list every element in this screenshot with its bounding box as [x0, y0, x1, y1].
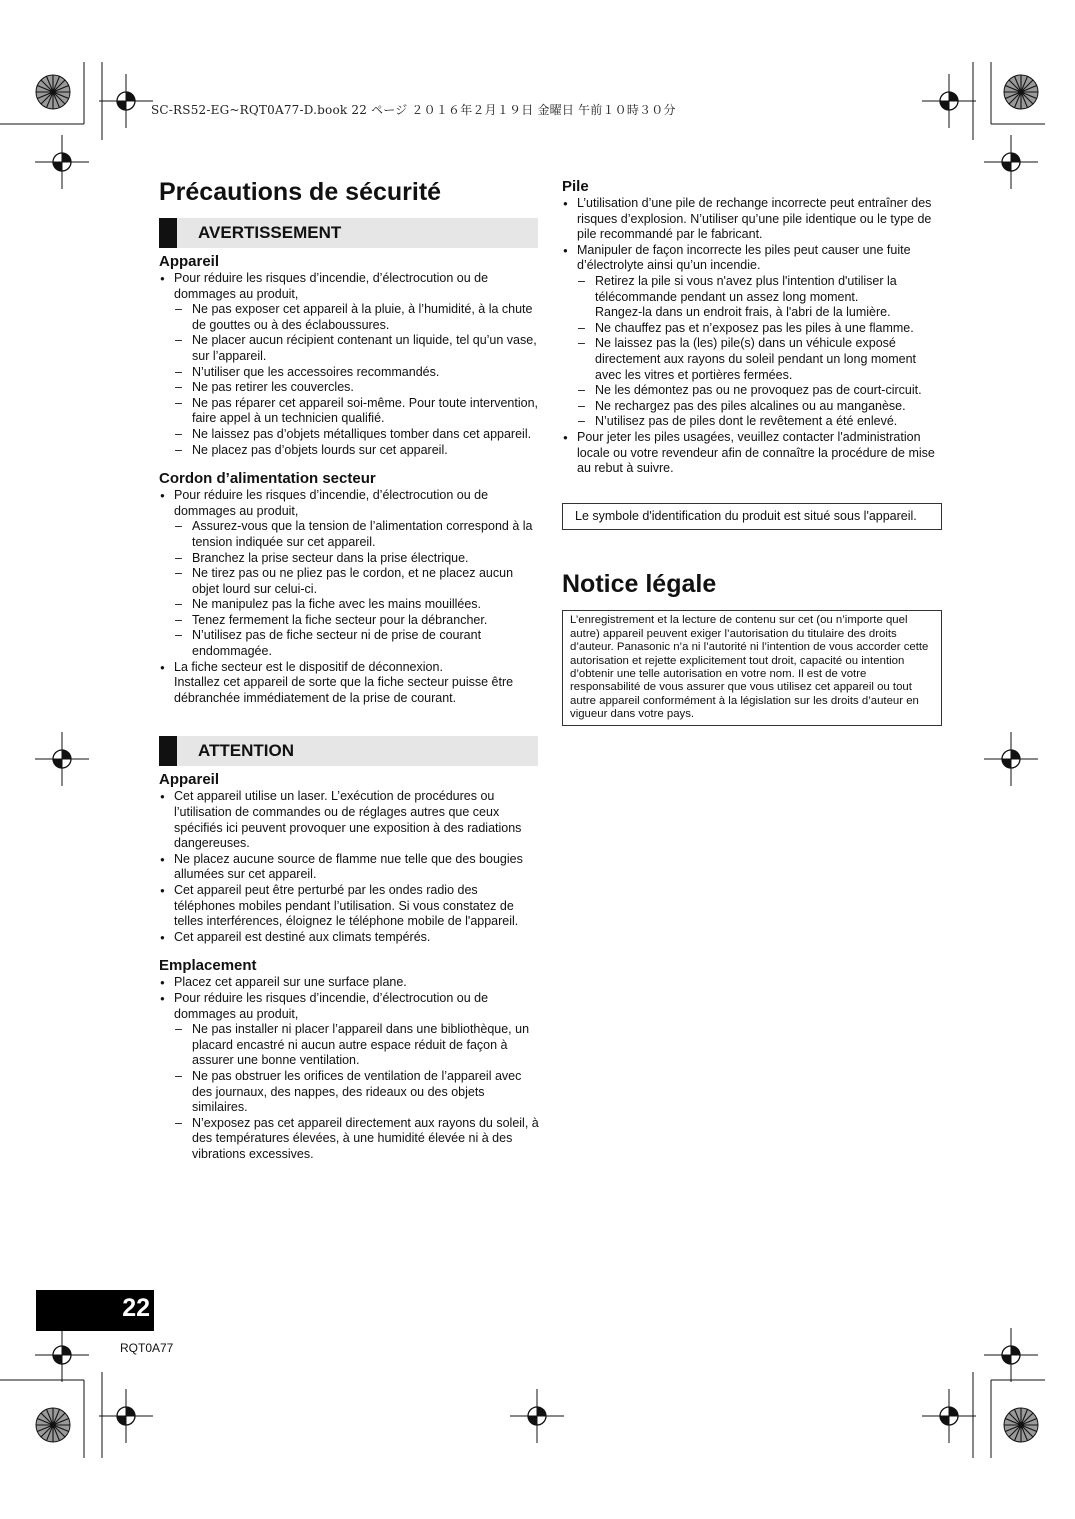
list-item: ● Pour réduire les risques d’incendie, d’électrocution ou de dommages au produit, – Ne pas exposer cet appareil à la pluie, à l’humidité, à la chute de gouttes ou à des éclaboussures. – Ne placer aucun récipient contenant un liquide, tel qu’un vase, sur l’appareil. – N’utiliser que les accessoires recommandés. – Ne pas retirer les couvercles. – Ne pas réparer cet appareil soi-même. Pour toute intervention, faire appel à un technicien qualifié. – Ne laissez pas d’objets métalliques tomber dans cet appareil. – Ne placez pas d’objets lourds sur cet appareil.: [159, 271, 539, 458]
page-number: 22: [122, 1294, 150, 1322]
list-item: – Ne les démontez pas ou ne provoquez pas de court-circuit.: [577, 383, 942, 399]
list-item: – N’exposez pas cet appareil directement aux rayons du soleil, à des températures élevées, à une humidité élevée ni à des vibrations excessives.: [174, 1116, 539, 1163]
list-item: – Ne pas installer ni placer l’appareil dans une bibliothèque, un placard encastré ni aucun autre espace réduit de façon à assurer une bonne ventilation.: [174, 1022, 539, 1069]
list-item: – Ne placez pas d’objets lourds sur cet appareil.: [174, 443, 539, 459]
warning-label: AVERTISSEMENT: [198, 223, 342, 242]
list-item: – Ne pas obstruer les orifices de ventilation de l’appareil avec des journaux, des nappes, des rideaux ou des objets similaires.: [174, 1069, 539, 1116]
list-item: – Ne laissez pas d’objets métalliques tomber dans cet appareil.: [174, 427, 539, 443]
list-item: ● Cet appareil utilise un laser. L’exécution de procédures ou l’utilisation de commandes ou de réglages autres que ceux spécifiés ici peuvent provoquer une exposition à des radiations dangereuses.: [159, 789, 539, 851]
list-item: ● Pour réduire les risques d’incendie, d’électrocution ou de dommages au produit, – Assurez-vous que la tension de l’alimentation correspond à la tension indiquée sur cet appareil. – Branchez la prise secteur dans la prise électrique. – Ne tirez pas ou ne pliez pas le cordon, et ne placez aucun objet lourd sur celui-ci. – Ne manipulez pas la fiche avec les mains mouillées. – Tenez fermement la fiche secteur pour la débrancher. – N’utilisez pas de fiche secteur ni de prise de courant endommagée.: [159, 488, 539, 660]
list-item: – Branchez la prise secteur dans la prise électrique.: [174, 551, 539, 567]
list-item: – Ne pas réparer cet appareil soi-même. Pour toute intervention, faire appel à un technicien qualifié.: [174, 396, 539, 427]
pile-list: [562, 196, 942, 477]
list-item: – Ne pas retirer les couvercles.: [174, 380, 539, 396]
doc-code: RQT0A77: [120, 1341, 174, 1355]
list-item: ● Pour réduire les risques d’incendie, d’électrocution ou de dommages au produit, – Ne pas installer ni placer l’appareil dans une bibliothèque, un placard encastré ni aucun autre espace réduit de façon à assurer une bonne ventilation. – Ne pas obstruer les orifices de ventilation de l’appareil avec des journaux, des nappes, des rideaux ou des objets similaires. – N’exposez pas cet appareil directement aux rayons du soleil, à des températures élevées, à une humidité élevée ni à des vibrations excessives.: [159, 991, 539, 1163]
right-column: [562, 178, 942, 726]
list-item: – Ne pas exposer cet appareil à la pluie, à l’humidité, à la chute de gouttes ou à des éclaboussures.: [174, 302, 539, 333]
cordon-sublist: [174, 519, 539, 659]
list-item: ● La fiche secteur est le dispositif de déconnexion. Installez cet appareil de sorte que la fiche secteur puisse être débranchée immédiatement de la prise de courant.: [159, 660, 539, 707]
list-item: ● Placez cet appareil sur une surface plane.: [159, 975, 539, 991]
caution-banner: [159, 736, 538, 766]
list-item: – Ne chauffez pas et n’exposez pas les piles à une flamme.: [577, 321, 942, 337]
cordon-list: [159, 488, 539, 706]
list-item: ● Pour jeter les piles usagées, veuillez contacter l'administration locale ou votre revendeur afin de connaître la procédure de mise au rebut à suivre.: [562, 430, 942, 477]
appareil-list: [159, 271, 539, 458]
cordon-heading: Cordon d’alimentation secteur: [159, 470, 376, 488]
appareil-heading: Appareil: [159, 253, 220, 270]
emplacement-heading: Emplacement: [159, 957, 257, 975]
page-title: Précautions de sécurité: [159, 178, 442, 206]
list-item: – Ne tirez pas ou ne pliez pas le cordon, et ne placez aucun objet lourd sur celui-ci.: [174, 566, 539, 597]
list-item: – Tenez fermement la fiche secteur pour la débrancher.: [174, 613, 539, 629]
emplacement-list: [159, 975, 539, 1162]
list-item: – Ne manipulez pas la fiche avec les mains mouillées.: [174, 597, 539, 613]
id-symbol-box: Le symbole d'identification du produit est situé sous l'appareil.: [562, 503, 942, 531]
list-item: ● L’utilisation d’une pile de rechange incorrecte peut entraîner des risques d’explosion. N’utiliser qu’une pile identique ou le type de pile recommandé par le fabricant.: [562, 196, 942, 243]
list-item: ● Cet appareil est destiné aux climats tempérés.: [159, 930, 539, 946]
list-item: ● Cet appareil peut être perturbé par les ondes radio des téléphones mobiles pendant l’utilisation. Si vous constatez de telles interférences, éloignez le téléphone mobile de l'appareil.: [159, 883, 539, 930]
left-column: [159, 176, 539, 1163]
legal-box: L’enregistrement et la lecture de contenu sur cet (ou n’importe quel autre) appareil peuvent exiger l’autorisation du titulaire des droits d’auteur. Panasonic n’a ni l’autorité ni l’intention de vous accorder cette autorisation et rejette explicitement tout droit, capacité ou intention d’obtenir une telle autorisation en votre nom. Il est de votre responsabilité de vous assurer que vous utilisez cet appareil ou tout autre appareil conformément à la législation sur les droits d’auteur en vigueur dans votre pays.: [562, 610, 942, 725]
list-item: – N’utilisez pas de fiche secteur ni de prise de courant endommagée.: [174, 628, 539, 659]
pile-heading: Pile: [562, 178, 589, 195]
warning-banner: [159, 218, 538, 248]
list-item: – Retirez la pile si vous n'avez plus l'intention d'utiliser la télécommande pendant un assez long moment. Rangez-la dans un endroit frais, à l'abri de la lumière.: [577, 274, 942, 321]
list-item: – Assurez-vous que la tension de l’alimentation correspond à la tension indiquée sur cet appareil.: [174, 519, 539, 550]
page-number-block: [36, 1290, 154, 1331]
legal-title: Notice légale: [562, 570, 717, 599]
list-item: ● Ne placez aucune source de flamme nue telle que des bougies allumées sur cet appareil.: [159, 852, 539, 883]
caution-label: ATTENTION: [198, 741, 295, 761]
caution-appareil-list: [159, 789, 539, 945]
list-item: – Ne placer aucun récipient contenant un liquide, tel qu’un vase, sur l’appareil.: [174, 333, 539, 364]
emplacement-sublist: [174, 1022, 539, 1162]
print-line: SC-RS52-EG~RQT0A77-D.book 22 ページ ２０１６年２月１９日 金曜日 午前１０時３０分: [151, 103, 676, 117]
appareil-heading-2: Appareil: [159, 771, 220, 789]
appareil-sublist: [174, 302, 539, 458]
list-item: – N’utilisez pas de piles dont le revêtement a été enlevé.: [577, 414, 942, 430]
list-item: ● Manipuler de façon incorrecte les piles peut causer une fuite d’électrolyte ainsi qu’un incendie. – Retirez la pile si vous n'avez plus l'intention d'utiliser la télécommande pendant un assez long moment. Rangez-la dans un endroit frais, à l'abri de la lumière. – Ne chauffez pas et n’exposez pas les piles à une flamme. – Ne laissez pas la (les) pile(s) dans un véhicule exposé directement aux rayons du soleil pendant un long moment avec les vitres et portières fermées. – Ne les démontez pas ou ne provoquez pas de court-circuit. – Ne rechargez pas des piles alcalines ou au manganèse. – N’utilisez pas de piles dont le revêtement a été enlevé.: [562, 243, 942, 430]
list-item: – Ne rechargez pas des piles alcalines ou au manganèse.: [577, 399, 942, 415]
list-item: – N’utiliser que les accessoires recommandés.: [174, 365, 539, 381]
list-item: – Ne laissez pas la (les) pile(s) dans un véhicule exposé directement aux rayons du soleil pendant un long moment avec les vitres et portières fermées.: [577, 336, 942, 383]
pile-sublist: [577, 274, 942, 430]
